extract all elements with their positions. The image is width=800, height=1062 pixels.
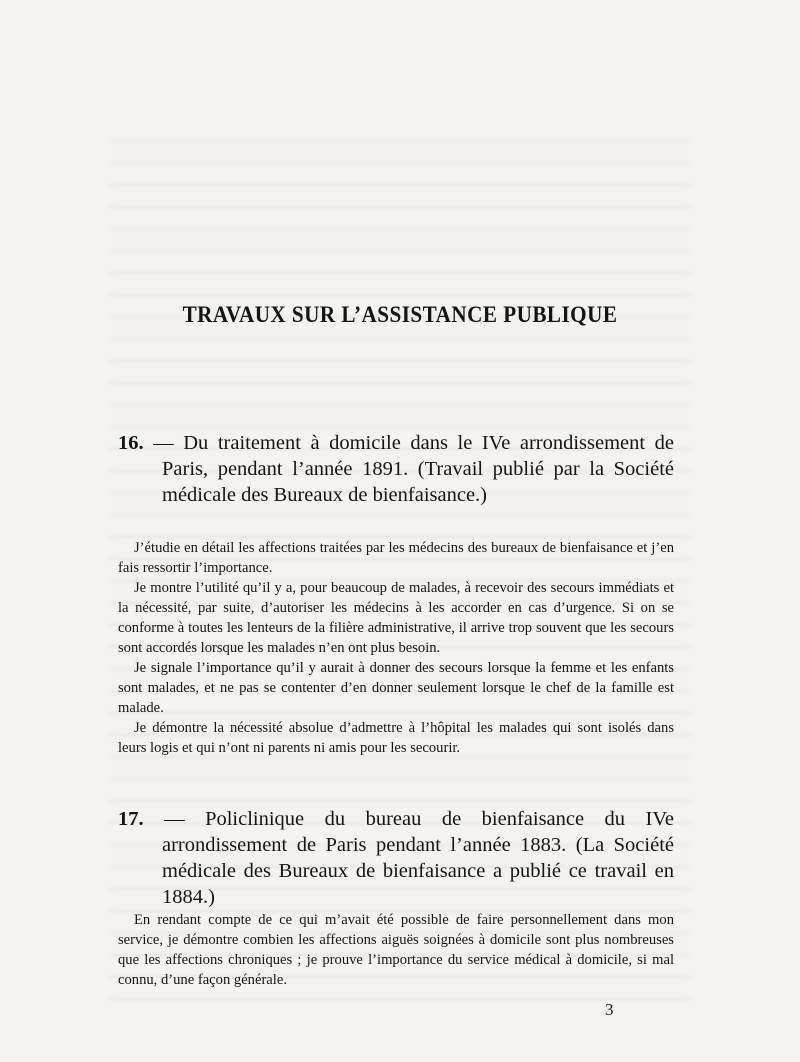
entry-body <box>118 538 674 758</box>
entry-16 <box>118 430 674 756</box>
entry-title: — Policlinique du bureau de bienfaisance du IVe arrondissement de Paris pendant l’année 1883. (La Société médicale des Bureaux de bienfaisance a publié ce travail en 1884.) <box>143 808 674 908</box>
entry-17 <box>118 806 674 988</box>
entry-body <box>118 910 674 990</box>
paragraph: Je signale l’importance qu’il y aurait à donner des secours lorsque la femme et les enfants sont malades, et ne pas se contenter d’en donner seulement lorsque le chef de la famille est malade. <box>118 660 674 716</box>
entry-number: 17. <box>118 808 144 830</box>
paragraph: J’étudie en détail les affections traitées par les médecins des bureaux de bienfaisance et j’en fais ressortir l’importance. <box>118 540 674 576</box>
page-number: 3 <box>605 1000 614 1019</box>
entry-title: — Du traitement à domicile dans le IVe arrondissement de Paris, pendant l’année 1891. (Travail publié par la Société médicale des Bureaux de bienfaisance.) <box>143 432 674 506</box>
paragraph: En rendant compte de ce qui m’avait été possible de faire personnellement dans mon service, je démontre combien les affections aiguës soignées à domicile sont plus nombreuses que les affections chroniques ; je prouve l’importance du service médical à domicile, si mal connu, d’une façon générale. <box>118 912 674 988</box>
entry-heading <box>118 430 674 508</box>
section-title: TRAVAUX SUR L’ASSISTANCE PUBLIQUE <box>182 302 618 327</box>
entry-number: 16. <box>118 432 144 454</box>
paragraph: Je montre l’utilité qu’il y a, pour beaucoup de malades, à recevoir des secours immédiats et la nécessité, par suite, d’autoriser les médecins à les accorder en cas d’urgence. Si on se conforme à toutes les lenteurs de la filière administrative, il arrive trop souvent que les secours sont accordés lorsque les malades n’en ont plus besoin. <box>118 580 674 656</box>
paragraph: Je démontre la nécessité absolue d’admettre à l’hôpital les malades qui sont isolés dans leurs logis et qui n’ont ni parents ni amis pour les secourir. <box>118 720 674 756</box>
entry-heading <box>118 806 674 910</box>
